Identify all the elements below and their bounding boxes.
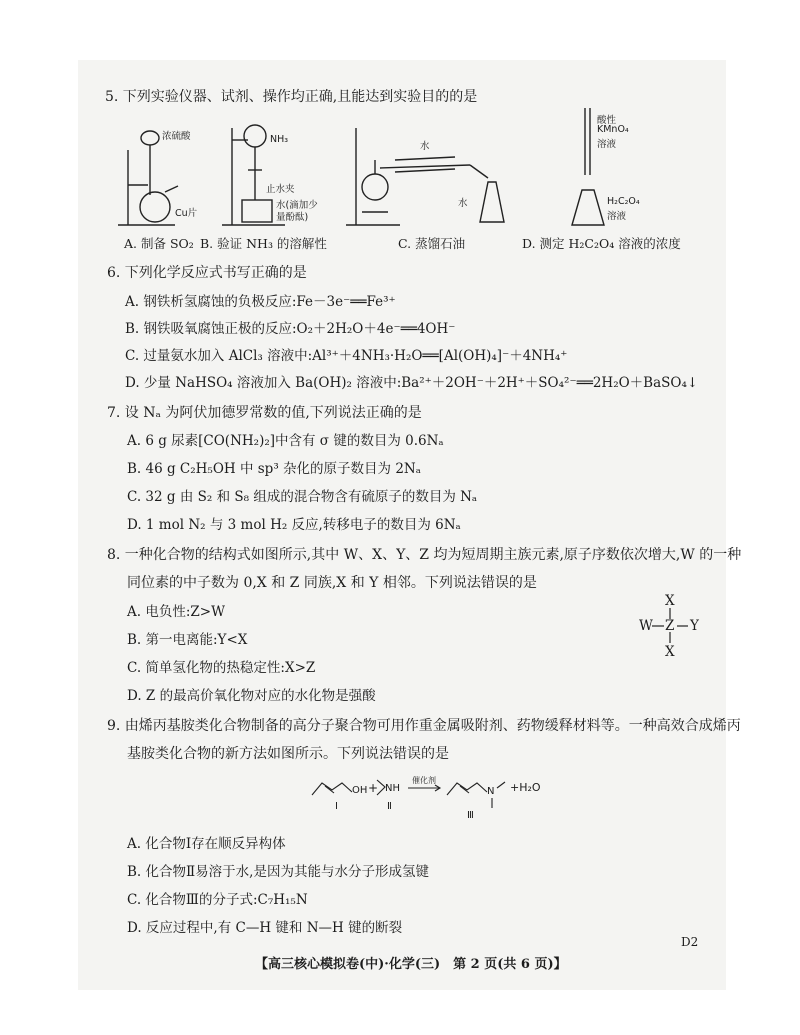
- q9-option-d: D. 反应过程中,有 C—H 键和 N—H 键的断裂: [127, 920, 403, 936]
- q5-stem: 5. 下列实验仪器、试剂、操作均正确,且能达到实验目的的是: [105, 89, 478, 105]
- q6-option-c: C. 过量氨水加入 AlCl₃ 溶液中:Al³⁺＋4NH₃·H₂O══[Al(OH)₄]⁻＋4NH₄⁺: [125, 348, 568, 364]
- label-stop-clamp: 止水夹: [266, 184, 295, 195]
- q7-stem: 7. 设 Nₐ 为阿伏加德罗常数的值,下列说法正确的是: [107, 405, 422, 421]
- caption-c: C. 蒸馏石油: [398, 236, 466, 251]
- q6-option-d: D. 少量 NaHSO₄ 溶液加入 Ba(OH)₂ 溶液中:Ba²⁺＋2OH⁻＋2H⁺＋SO₄²⁻══2H₂O＋BaSO₄↓: [125, 375, 699, 391]
- q8-option-c: C. 简单氢化物的热稳定性:X>Z: [127, 660, 316, 676]
- q9-oh: OH: [352, 785, 368, 796]
- q8-structure-bottom-x: X: [665, 644, 675, 660]
- label-water-phenolphthalein-2: 量酚酞): [276, 212, 309, 223]
- q7-option-a: A. 6 g 尿素[CO(NH₂)₂]中含有 σ 键的数目为 0.6Nₐ: [127, 433, 444, 449]
- label-kmno4: KMnO₄: [597, 124, 629, 135]
- label-water-phenolphthalein-1: 水(滴加少: [276, 200, 318, 211]
- q6-option-a: A. 钢铁析氢腐蚀的负极反应:Fe－3e⁻══Fe³⁺: [125, 294, 396, 310]
- q9-catalyst: 催化剂: [412, 776, 436, 785]
- caption-a: A. 制备 SO₂: [124, 236, 194, 251]
- q8-structure-y: Y: [690, 618, 699, 634]
- label-nh3: NH₃: [270, 134, 289, 145]
- q9-n: N: [487, 786, 495, 797]
- q9-option-a: A. 化合物Ⅰ存在顺反异构体: [127, 836, 286, 852]
- q8-option-a: A. 电负性:Z>W: [127, 604, 225, 620]
- q6-stem: 6. 下列化学反应式书写正确的是: [107, 265, 307, 281]
- q8-option-d: D. Z 的最高价氧化物对应的水化物是强酸: [127, 688, 376, 704]
- q7-option-c: C. 32 g 由 S₂ 和 S₈ 组成的混合物含有硫原子的数目为 Nₐ: [127, 489, 478, 505]
- page-footer-title: 【高三核心模拟卷(中)·化学(三) 第 2 页(共 6 页)】: [255, 957, 567, 972]
- label-water-in: 水: [420, 141, 430, 152]
- q9-stem-line1: 9. 由烯丙基胺类化合物制备的高分子聚合物可用作重金属吸附剂、药物缓释材料等。一种高效合成烯丙: [107, 718, 741, 734]
- q9-water: +H₂O: [510, 781, 541, 794]
- label-acidic: 酸性: [597, 115, 617, 126]
- caption-d: D. 测定 H₂C₂O₄ 溶液的浓度: [522, 236, 681, 251]
- q6-option-b: B. 钢铁吸氧腐蚀正极的反应:O₂＋2H₂O＋4e⁻══4OH⁻: [125, 321, 456, 337]
- q8-stem-line2: 同位素的中子数为 0,X 和 Z 同族,X 和 Y 相邻。下列说法错误的是: [127, 575, 537, 591]
- q8-option-b: B. 第一电离能:Y<X: [127, 632, 248, 648]
- label-solution: 溶液: [597, 139, 617, 150]
- q9-label-i: Ⅰ: [335, 801, 338, 812]
- label-water-out: 水: [458, 198, 468, 209]
- q8-structure-top-x: X: [665, 593, 675, 609]
- q9-plus: +: [368, 781, 379, 795]
- caption-b: B. 验证 NH₃ 的溶解性: [200, 236, 327, 251]
- q9-nh: NH: [385, 783, 400, 794]
- label-h2c2o4-solution: 溶液: [607, 211, 627, 222]
- q9-option-c: C. 化合物Ⅲ的分子式:C₇H₁₅N: [127, 892, 308, 908]
- page-code: D2: [681, 935, 699, 949]
- label-h2c2o4: H₂C₂O₄: [607, 196, 640, 207]
- q7-option-d: D. 1 mol N₂ 与 3 mol H₂ 反应,转移电子的数目为 6Nₐ: [127, 517, 461, 533]
- q8-structure-z: Z: [665, 618, 675, 634]
- q7-option-b: B. 46 g C₂H₅OH 中 sp³ 杂化的原子数目为 2Nₐ: [127, 461, 421, 477]
- q9-label-iii: Ⅲ: [467, 810, 474, 821]
- label-concentrated-sulfuric-acid: 浓硫酸: [162, 131, 191, 142]
- label-cu-sheet: Cu片: [175, 208, 198, 219]
- q9-option-b: B. 化合物Ⅱ易溶于水,是因为其能与水分子形成氢键: [127, 864, 429, 880]
- q9-label-ii: Ⅱ: [387, 801, 392, 812]
- q8-stem-line1: 8. 一种化合物的结构式如图所示,其中 W、X、Y、Z 均为短周期主族元素,原子序数依次增大,W 的一种: [107, 547, 742, 563]
- q9-stem-line2: 基胺类化合物的新方法如图所示。下列说法错误的是: [127, 746, 449, 762]
- q8-structure-w: W: [639, 618, 653, 634]
